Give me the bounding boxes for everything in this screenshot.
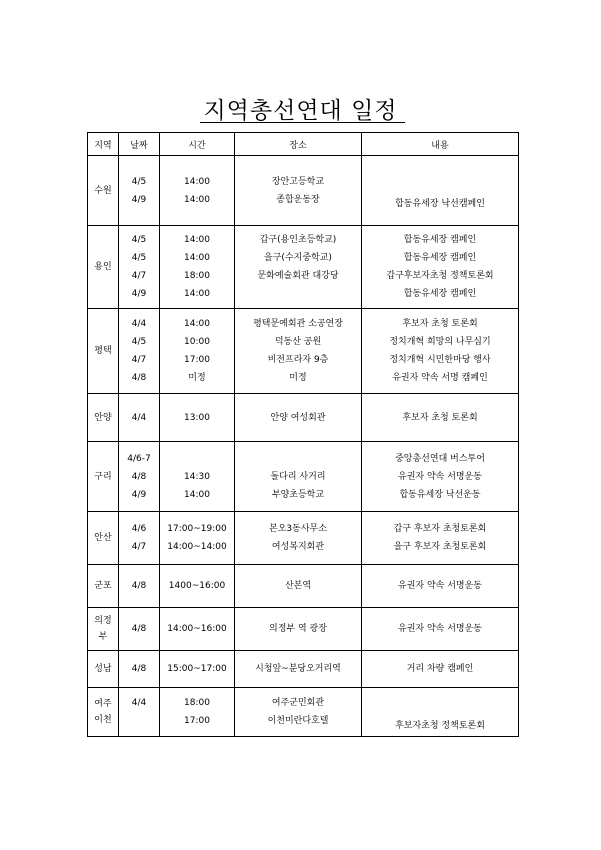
place-text: 돌다리 사거리 (270, 471, 326, 482)
place-text: 문화예술회관 대강당 (257, 271, 339, 281)
place-cell (235, 688, 362, 737)
content-text: 거리 차량 캠페인 (406, 664, 474, 674)
time-text: 14:00~14:00 (167, 542, 227, 552)
content-text: 갑구후보자초청 정책토론회 (386, 271, 494, 281)
place-cell (235, 608, 362, 651)
date-cell (119, 309, 160, 394)
schedule-body (88, 156, 519, 737)
place-text: 종합운동장 (276, 194, 320, 205)
region-cell (88, 442, 119, 512)
time-text: 14:00 (184, 253, 210, 263)
title-underline (200, 122, 405, 123)
region-cell (88, 608, 119, 651)
time-text: 17:00~19:00 (167, 524, 227, 534)
place-text: 미정 (289, 373, 307, 383)
time-text: 1400~16:00 (168, 581, 226, 591)
time-text: 14:00 (184, 489, 210, 500)
place-text: 산본역 (284, 581, 312, 591)
region-cell (88, 156, 119, 226)
content-text: 정치개혁 시민한마당 행사 (389, 355, 491, 365)
place-cell (235, 512, 362, 565)
content-cell (362, 651, 519, 688)
content-cell (362, 156, 519, 226)
content-text: 합동유세장 캠페인 (403, 235, 477, 245)
place-cell (235, 442, 362, 512)
date-text: 4/5 (131, 337, 147, 347)
date-cell (119, 565, 160, 608)
region-label: 수원 (94, 185, 112, 196)
date-text: 4/6 (131, 524, 147, 534)
content-text: 을구 후보자 초청토론회 (393, 542, 487, 552)
place-text: 여성복지회관 (271, 542, 325, 552)
table-row (88, 394, 519, 442)
region-label: 여주 이천 (94, 699, 112, 725)
place-text: 이천미란다호텔 (267, 716, 329, 726)
table-row (88, 565, 519, 608)
place-cell (235, 565, 362, 608)
table-row (88, 608, 519, 651)
content-cell (362, 309, 519, 394)
place-text: 덕동산 공원 (274, 337, 322, 347)
page-title: 지역총선연대 일정 (203, 98, 398, 124)
content-text: 중앙총선연대 버스투어 (395, 453, 485, 464)
date-text: 4/7 (131, 271, 147, 281)
time-text: 10:00 (184, 337, 210, 347)
time-text: 18:00 (184, 271, 210, 281)
place-cell (235, 226, 362, 309)
date-cell (119, 651, 160, 688)
time-cell (160, 688, 235, 737)
time-cell (160, 651, 235, 688)
region-cell (88, 512, 119, 565)
content-text: 합동유세장 낙선캠페인 (395, 199, 485, 209)
content-cell (362, 442, 519, 512)
place-text: 비전프라자 9층 (267, 355, 329, 365)
content-text: 유권자 약속 서명운동 (398, 581, 482, 591)
time-cell (160, 309, 235, 394)
content-text: 합동유세장 캠페인 (403, 289, 477, 299)
time-text: 13:00 (184, 412, 210, 423)
region-cell (88, 651, 119, 688)
region-label: 구리 (94, 471, 112, 482)
table-row (88, 688, 519, 737)
time-text: 미정 (188, 373, 206, 383)
region-cell (88, 565, 119, 608)
date-text: 4/4 (131, 698, 147, 708)
content-text: 유권자 약속 서명운동 (398, 624, 482, 634)
header-date: 날짜 (119, 133, 160, 156)
content-text: 유권자 약속 서명 캠페인 (392, 373, 488, 383)
time-text: 14:00 (184, 319, 210, 329)
date-text: 4/6-7 (127, 453, 151, 464)
time-cell (160, 512, 235, 565)
content-text (362, 699, 518, 717)
date-cell (119, 608, 160, 651)
place-text: 부양초등학교 (271, 489, 325, 500)
content-text: 합동유세장 캠페인 (403, 253, 477, 263)
time-text: 18:00 (184, 698, 210, 708)
place-text: 을구(수지중학교) (264, 253, 332, 263)
content-cell (362, 394, 519, 442)
date-cell (119, 442, 160, 512)
place-cell (235, 394, 362, 442)
time-cell (160, 226, 235, 309)
time-cell (160, 156, 235, 226)
date-text: 4/4 (131, 412, 147, 423)
date-text: 4/4 (131, 319, 147, 329)
date-cell (119, 226, 160, 309)
content-text: 합동유세장 낙선운동 (399, 489, 481, 500)
region-cell (88, 226, 119, 309)
time-cell (160, 394, 235, 442)
date-text: 4/7 (131, 355, 147, 365)
content-text: 유권자 약속 서명운동 (398, 471, 482, 482)
date-cell (119, 688, 160, 737)
header-content: 내용 (362, 133, 519, 156)
region-label: 안산 (94, 533, 112, 543)
date-cell (119, 512, 160, 565)
place-text: 평택문예회관 소공연장 (253, 319, 343, 329)
table-row (88, 442, 519, 512)
place-text (235, 285, 361, 303)
table-row (88, 226, 519, 309)
time-text: 14:00 (184, 194, 210, 205)
place-text: 안양 여성회관 (270, 412, 326, 423)
content-cell (362, 688, 519, 737)
time-text: 14:30 (184, 471, 210, 482)
content-text (362, 177, 518, 195)
time-text (160, 450, 234, 468)
table-row (88, 512, 519, 565)
place-cell (235, 156, 362, 226)
time-text: 14:00~16:00 (167, 624, 227, 634)
region-cell (88, 688, 119, 737)
time-cell (160, 442, 235, 512)
region-label: 평택 (94, 346, 112, 356)
place-cell (235, 309, 362, 394)
region-cell (88, 394, 119, 442)
place-text: 장안고등학교 (271, 176, 325, 187)
schedule-table (87, 132, 519, 737)
date-text: 4/8 (131, 624, 147, 634)
date-cell (119, 156, 160, 226)
content-cell (362, 512, 519, 565)
region-label: 안양 (94, 412, 112, 423)
time-cell (160, 565, 235, 608)
header-region: 지역 (88, 133, 119, 156)
region-label: 용인 (94, 262, 112, 272)
header-place: 장소 (235, 133, 362, 156)
place-text: 의정부 역 광장 (269, 624, 327, 634)
content-cell (362, 608, 519, 651)
place-text: 본오3동사무소 (269, 524, 327, 534)
table-row (88, 156, 519, 226)
time-text: 14:00 (184, 176, 210, 187)
region-cell (88, 309, 119, 394)
content-text: 갑구 후보자 초청토론회 (393, 524, 487, 534)
date-text: 4/5 (131, 253, 147, 263)
time-text: 17:00 (184, 355, 210, 365)
date-text: 4/8 (131, 373, 147, 383)
region-label: 의정 부 (94, 616, 112, 642)
region-label: 성남 (94, 664, 112, 674)
time-text: 14:00 (184, 235, 210, 245)
date-text: 4/7 (131, 542, 147, 552)
table-row (88, 309, 519, 394)
table-row (88, 651, 519, 688)
date-text: 4/5 (131, 235, 147, 245)
place-text (235, 450, 361, 468)
date-text (119, 712, 159, 730)
date-text: 4/9 (131, 489, 147, 500)
date-text: 4/8 (131, 581, 147, 591)
place-text: 여주군민회관 (271, 698, 325, 708)
time-text: 17:00 (184, 716, 210, 726)
content-text: 후보자 초청 토론회 (402, 412, 478, 423)
time-cell (160, 608, 235, 651)
content-cell (362, 565, 519, 608)
date-text: 4/9 (131, 289, 147, 299)
place-text: 시청앞~분당오거리역 (255, 664, 341, 674)
place-cell (235, 651, 362, 688)
time-text: 14:00 (184, 289, 210, 299)
header-time: 시간 (160, 133, 235, 156)
date-text: 4/8 (131, 664, 147, 674)
content-cell (362, 226, 519, 309)
content-text: 후보자 초청 토론회 (402, 319, 478, 329)
content-text: 후보자초청 정책토론회 (395, 720, 485, 731)
date-text: 4/9 (131, 194, 147, 205)
region-label: 군포 (94, 581, 112, 591)
header-row (88, 133, 519, 156)
date-text: 4/8 (131, 471, 147, 482)
place-text: 갑구(용인초등학교) (259, 235, 337, 245)
date-cell (119, 394, 160, 442)
content-text: 정치개혁 희망의 나무심기 (389, 337, 491, 347)
time-text: 15:00~17:00 (167, 664, 227, 674)
date-text: 4/5 (131, 176, 147, 187)
